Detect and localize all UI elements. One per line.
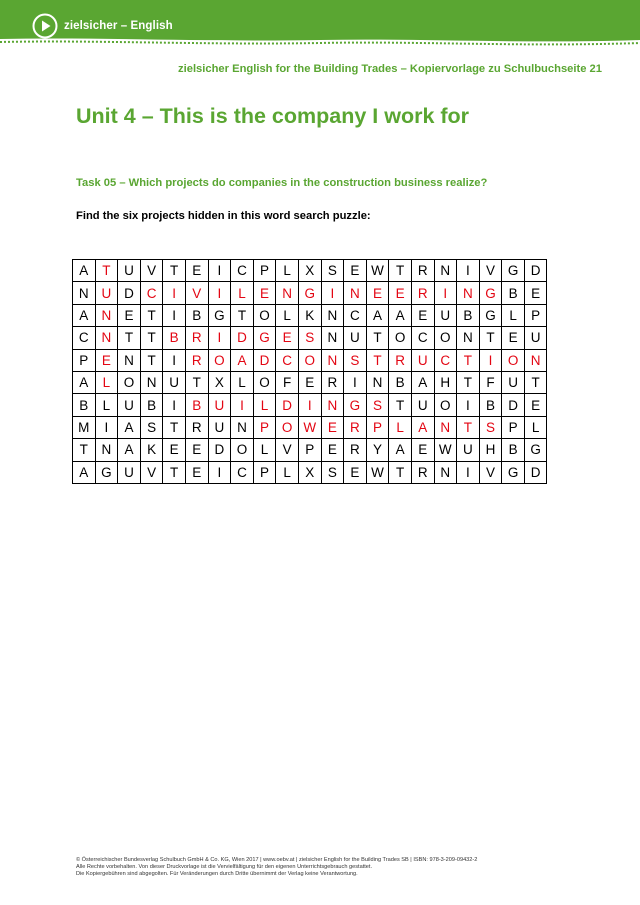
- grid-cell: P: [524, 304, 547, 326]
- grid-cell: F: [479, 371, 502, 393]
- grid-cell: L: [253, 394, 276, 416]
- grid-cell: N: [95, 439, 118, 461]
- grid-cell: O: [208, 349, 231, 371]
- grid-cell: E: [298, 371, 321, 393]
- grid-cell: N: [344, 282, 367, 304]
- grid-cell: N: [276, 282, 299, 304]
- grid-cell: B: [389, 371, 412, 393]
- grid-cell: L: [276, 461, 299, 483]
- grid-cell: C: [73, 327, 96, 349]
- grid-cell: R: [411, 282, 434, 304]
- grid-cell: R: [389, 349, 412, 371]
- grid-cell: G: [524, 439, 547, 461]
- grid-cell: T: [524, 371, 547, 393]
- grid-cell: I: [163, 394, 186, 416]
- grid-cell: X: [298, 461, 321, 483]
- grid-cell: D: [118, 282, 141, 304]
- grid-cell: A: [389, 304, 412, 326]
- grid-cell: B: [163, 327, 186, 349]
- grid-cell: W: [366, 461, 389, 483]
- grid-cell: G: [298, 282, 321, 304]
- grid-cell: T: [389, 394, 412, 416]
- grid-cell: O: [253, 371, 276, 393]
- grid-cell: N: [140, 371, 163, 393]
- grid-cell: E: [366, 282, 389, 304]
- grid-cell: R: [321, 371, 344, 393]
- grid-cell: R: [344, 416, 367, 438]
- grid-cell: P: [253, 260, 276, 282]
- grid-cell: R: [411, 260, 434, 282]
- grid-cell: E: [276, 327, 299, 349]
- grid-cell: T: [163, 416, 186, 438]
- brand-logo: [32, 12, 173, 40]
- task-title: Task 05 – Which projects do companies in the construction business realize?: [76, 177, 488, 189]
- grid-cell: D: [231, 327, 254, 349]
- brand-name: zielsicher – English: [64, 20, 173, 32]
- grid-cell: N: [434, 461, 457, 483]
- grid-row: [73, 349, 547, 371]
- grid-cell: U: [502, 371, 525, 393]
- play-icon: [32, 13, 58, 39]
- grid-cell: S: [479, 416, 502, 438]
- grid-cell: T: [163, 461, 186, 483]
- grid-cell: E: [344, 260, 367, 282]
- grid-cell: H: [434, 371, 457, 393]
- grid-cell: C: [434, 349, 457, 371]
- grid-cell: G: [344, 394, 367, 416]
- grid-cell: I: [479, 349, 502, 371]
- grid-cell: N: [118, 349, 141, 371]
- grid-cell: N: [321, 349, 344, 371]
- grid-cell: U: [208, 394, 231, 416]
- grid-cell: D: [208, 439, 231, 461]
- grid-cell: B: [73, 394, 96, 416]
- grid-cell: Y: [366, 439, 389, 461]
- grid-cell: E: [321, 416, 344, 438]
- grid-row: [73, 461, 547, 483]
- grid-row: [73, 394, 547, 416]
- grid-cell: X: [298, 260, 321, 282]
- grid-cell: L: [276, 304, 299, 326]
- grid-cell: G: [479, 282, 502, 304]
- grid-cell: V: [185, 282, 208, 304]
- grid-cell: O: [253, 304, 276, 326]
- header-banner: [0, 0, 640, 50]
- grid-cell: T: [140, 349, 163, 371]
- grid-cell: E: [163, 439, 186, 461]
- grid-cell: L: [95, 371, 118, 393]
- grid-cell: X: [208, 371, 231, 393]
- grid-cell: A: [73, 260, 96, 282]
- grid-row: [73, 371, 547, 393]
- instruction: Find the six projects hidden in this word search puzzle:: [76, 210, 371, 222]
- grid-cell: G: [253, 327, 276, 349]
- grid-row: [73, 327, 547, 349]
- grid-cell: P: [253, 461, 276, 483]
- footer-line-rights: Alle Rechte vorbehalten. Von dieser Druckvorlage ist die Vervielfältigung für den eigenen Unterrichtsgebrauch gestattet.: [76, 863, 373, 870]
- grid-cell: I: [298, 394, 321, 416]
- grid-cell: I: [208, 260, 231, 282]
- grid-cell: P: [73, 349, 96, 371]
- grid-cell: R: [185, 349, 208, 371]
- grid-cell: B: [479, 394, 502, 416]
- grid-cell: U: [118, 260, 141, 282]
- grid-cell: N: [95, 327, 118, 349]
- grid-cell: E: [185, 461, 208, 483]
- grid-cell: L: [502, 304, 525, 326]
- grid-cell: N: [321, 394, 344, 416]
- grid-cell: I: [163, 304, 186, 326]
- grid-cell: D: [524, 461, 547, 483]
- grid-cell: L: [253, 439, 276, 461]
- grid-cell: T: [185, 371, 208, 393]
- grid-cell: T: [457, 371, 480, 393]
- grid-cell: N: [321, 304, 344, 326]
- grid-cell: I: [163, 282, 186, 304]
- grid-cell: T: [73, 439, 96, 461]
- grid-cell: V: [479, 260, 502, 282]
- grid-cell: W: [366, 260, 389, 282]
- grid-cell: O: [276, 416, 299, 438]
- grid-cell: G: [95, 461, 118, 483]
- grid-cell: E: [118, 304, 141, 326]
- unit-title: Unit 4 – This is the company I work for: [76, 104, 470, 128]
- grid-cell: O: [389, 327, 412, 349]
- footer-line-fees: Die Kopiergebühren sind abgegolten. Für Veränderungen durch Dritte übernimmt der Verlag keine Verantwortung.: [76, 870, 358, 877]
- grid-cell: G: [479, 304, 502, 326]
- grid-cell: S: [298, 327, 321, 349]
- grid-cell: G: [208, 304, 231, 326]
- grid-cell: B: [185, 304, 208, 326]
- grid-cell: T: [457, 349, 480, 371]
- running-head: zielsicher English for the Building Trades – Kopiervorlage zu Schulbuchseite 21: [178, 63, 602, 75]
- grid-cell: T: [366, 349, 389, 371]
- grid-cell: A: [389, 439, 412, 461]
- grid-cell: R: [344, 439, 367, 461]
- grid-cell: T: [140, 304, 163, 326]
- word-search-grid: [72, 259, 547, 484]
- grid-cell: U: [457, 439, 480, 461]
- footer: [76, 857, 477, 877]
- grid-cell: H: [479, 439, 502, 461]
- grid-cell: V: [140, 461, 163, 483]
- grid-cell: O: [434, 327, 457, 349]
- grid-cell: T: [389, 461, 412, 483]
- grid-row: [73, 439, 547, 461]
- grid-cell: N: [73, 282, 96, 304]
- grid-cell: A: [73, 371, 96, 393]
- grid-cell: T: [366, 327, 389, 349]
- grid-cell: E: [411, 439, 434, 461]
- grid-cell: S: [321, 461, 344, 483]
- grid-cell: I: [163, 349, 186, 371]
- grid-cell: G: [502, 461, 525, 483]
- grid-cell: E: [524, 394, 547, 416]
- grid-cell: L: [276, 260, 299, 282]
- grid-cell: C: [140, 282, 163, 304]
- grid-cell: W: [298, 416, 321, 438]
- grid-cell: U: [163, 371, 186, 393]
- grid-cell: I: [231, 394, 254, 416]
- grid-cell: V: [479, 461, 502, 483]
- grid-cell: A: [118, 439, 141, 461]
- grid-cell: D: [502, 394, 525, 416]
- grid-cell: U: [95, 282, 118, 304]
- grid-cell: S: [321, 260, 344, 282]
- grid-cell: B: [185, 394, 208, 416]
- grid-cell: U: [411, 394, 434, 416]
- grid-cell: T: [163, 260, 186, 282]
- grid-cell: R: [185, 416, 208, 438]
- grid-cell: B: [457, 304, 480, 326]
- grid-cell: N: [231, 416, 254, 438]
- grid-cell: B: [502, 282, 525, 304]
- grid-cell: R: [411, 461, 434, 483]
- grid-cell: C: [231, 461, 254, 483]
- grid-cell: A: [366, 304, 389, 326]
- grid-cell: E: [253, 282, 276, 304]
- grid-cell: E: [502, 327, 525, 349]
- grid-cell: N: [434, 416, 457, 438]
- grid-cell: N: [434, 260, 457, 282]
- grid-cell: A: [231, 349, 254, 371]
- grid-cell: A: [411, 416, 434, 438]
- grid-cell: T: [118, 327, 141, 349]
- grid-cell: I: [208, 327, 231, 349]
- grid-cell: U: [344, 327, 367, 349]
- grid-cell: L: [231, 282, 254, 304]
- grid-cell: A: [73, 461, 96, 483]
- grid-cell: P: [298, 439, 321, 461]
- grid-cell: S: [140, 416, 163, 438]
- grid-cell: R: [185, 327, 208, 349]
- grid-cell: E: [344, 461, 367, 483]
- grid-cell: U: [208, 416, 231, 438]
- grid-cell: T: [389, 260, 412, 282]
- grid-cell: L: [524, 416, 547, 438]
- grid-cell: E: [95, 349, 118, 371]
- grid-cell: C: [231, 260, 254, 282]
- grid-cell: K: [298, 304, 321, 326]
- grid-cell: O: [231, 439, 254, 461]
- grid-cell: D: [276, 394, 299, 416]
- grid-cell: L: [389, 416, 412, 438]
- grid-cell: T: [479, 327, 502, 349]
- grid-cell: N: [366, 371, 389, 393]
- grid-cell: U: [118, 461, 141, 483]
- grid-cell: W: [434, 439, 457, 461]
- grid-cell: T: [231, 304, 254, 326]
- grid-cell: E: [389, 282, 412, 304]
- grid-cell: N: [457, 327, 480, 349]
- grid-cell: A: [411, 371, 434, 393]
- grid-cell: L: [95, 394, 118, 416]
- grid-cell: P: [253, 416, 276, 438]
- grid-cell: O: [502, 349, 525, 371]
- grid-cell: A: [73, 304, 96, 326]
- grid-cell: E: [185, 260, 208, 282]
- grid-cell: E: [185, 439, 208, 461]
- grid-cell: I: [95, 416, 118, 438]
- grid-cell: D: [524, 260, 547, 282]
- grid-row: [73, 260, 547, 282]
- grid-cell: E: [524, 282, 547, 304]
- grid-cell: D: [253, 349, 276, 371]
- grid-cell: I: [321, 282, 344, 304]
- grid-cell: I: [434, 282, 457, 304]
- grid-cell: N: [524, 349, 547, 371]
- grid-cell: I: [208, 461, 231, 483]
- grid-cell: F: [276, 371, 299, 393]
- grid-cell: S: [366, 394, 389, 416]
- footer-line-copyright: © Österreichischer Bundesverlag Schulbuch GmbH & Co. KG, Wien 2017 | www.oebv.at | zielsicher English for the Building Trades SB | ISBN: 978-3-209-09432-2: [76, 857, 478, 863]
- grid-cell: U: [118, 394, 141, 416]
- grid-cell: G: [502, 260, 525, 282]
- grid-cell: I: [344, 371, 367, 393]
- grid-cell: U: [411, 349, 434, 371]
- grid-cell: O: [434, 394, 457, 416]
- grid-cell: V: [276, 439, 299, 461]
- grid-cell: E: [411, 304, 434, 326]
- grid-cell: A: [118, 416, 141, 438]
- grid-cell: U: [524, 327, 547, 349]
- grid-cell: O: [118, 371, 141, 393]
- grid-cell: K: [140, 439, 163, 461]
- grid-cell: B: [502, 439, 525, 461]
- grid-cell: C: [344, 304, 367, 326]
- grid-cell: T: [95, 260, 118, 282]
- grid-cell: S: [344, 349, 367, 371]
- grid-cell: P: [502, 416, 525, 438]
- grid-cell: N: [95, 304, 118, 326]
- grid-cell: L: [231, 371, 254, 393]
- grid-cell: P: [366, 416, 389, 438]
- grid-cell: E: [321, 439, 344, 461]
- grid-cell: T: [457, 416, 480, 438]
- grid-cell: C: [411, 327, 434, 349]
- grid-cell: O: [298, 349, 321, 371]
- grid-row: [73, 282, 547, 304]
- grid-row: [73, 304, 547, 326]
- grid-cell: I: [208, 282, 231, 304]
- grid-cell: T: [140, 327, 163, 349]
- grid-cell: I: [457, 260, 480, 282]
- grid-cell: V: [140, 260, 163, 282]
- grid-cell: U: [434, 304, 457, 326]
- grid-cell: N: [457, 282, 480, 304]
- grid-cell: M: [73, 416, 96, 438]
- grid-cell: N: [321, 327, 344, 349]
- grid-cell: C: [276, 349, 299, 371]
- grid-cell: I: [457, 394, 480, 416]
- grid-cell: B: [140, 394, 163, 416]
- grid-row: [73, 416, 547, 438]
- grid-cell: I: [457, 461, 480, 483]
